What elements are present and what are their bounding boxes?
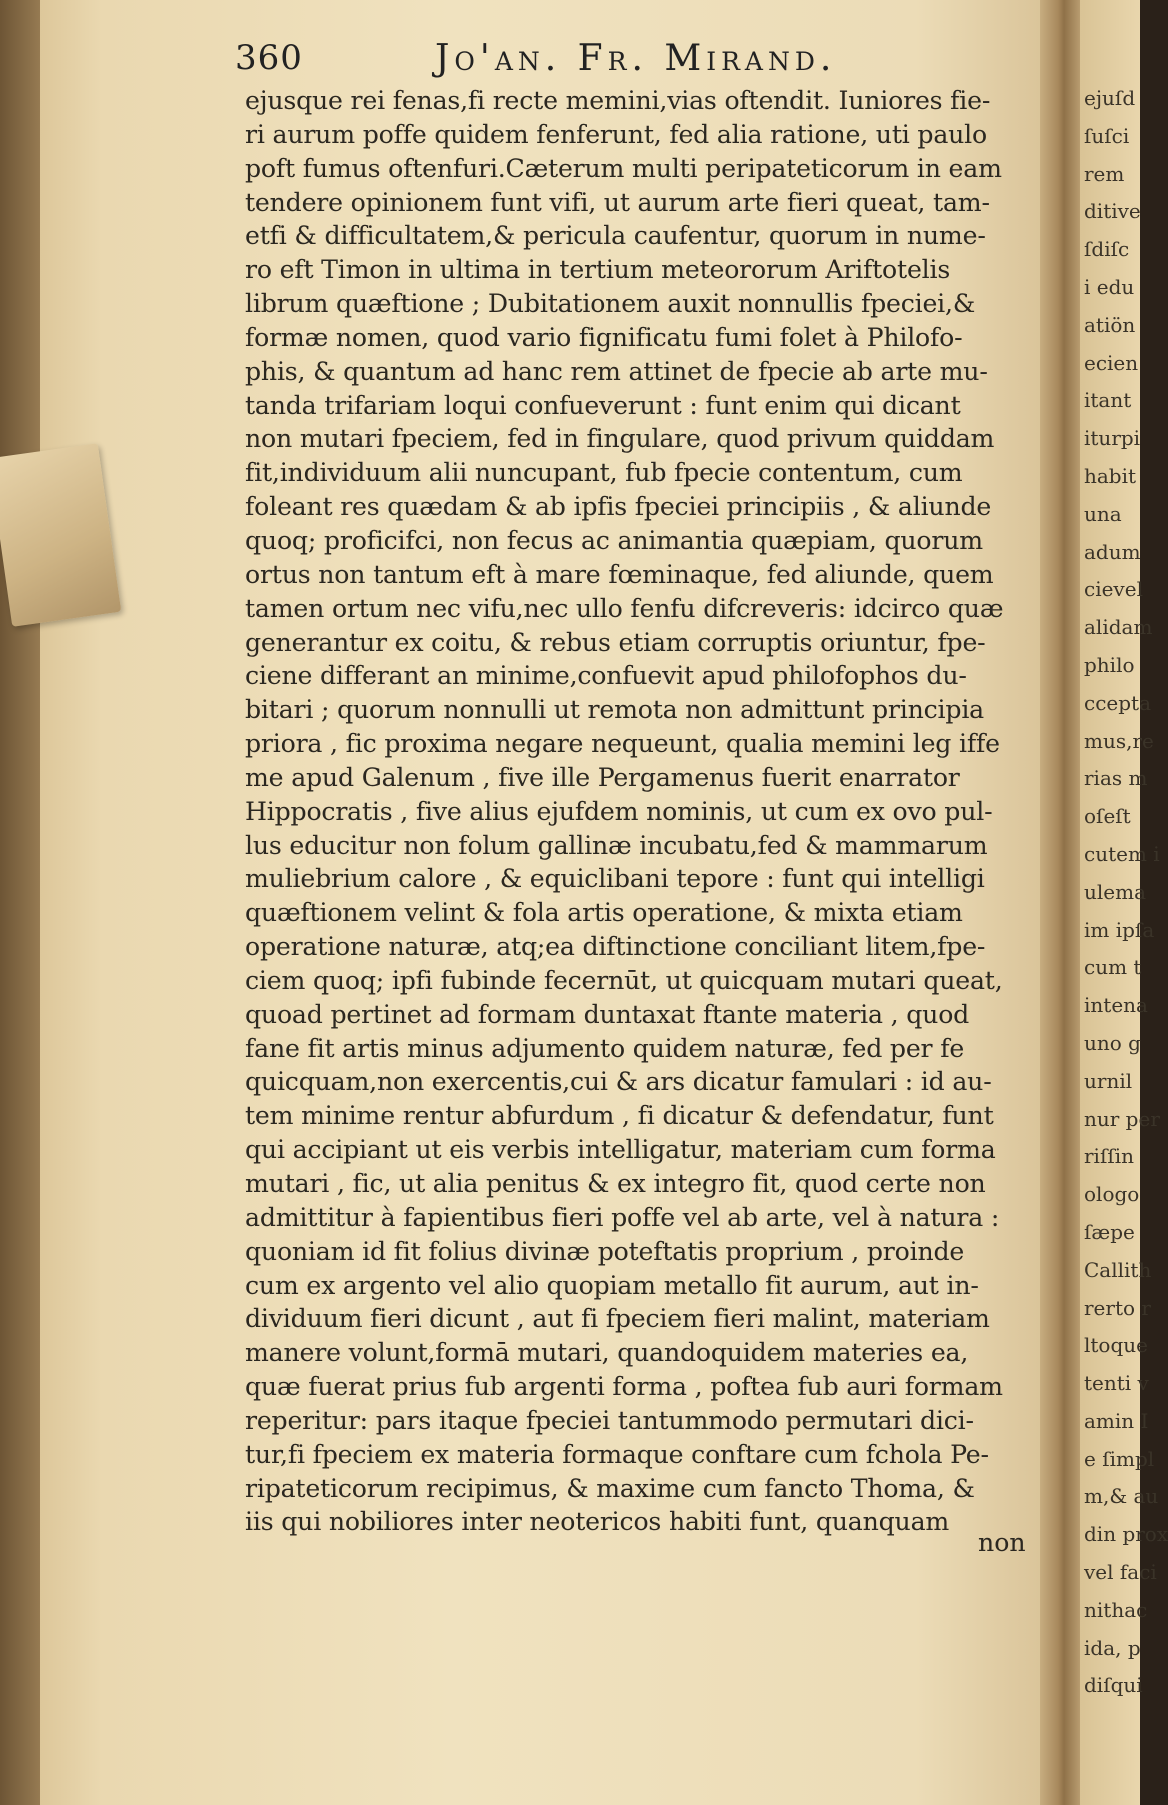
text-line: tem minime rentur abfurdum , fi dicatur & defendatur, funt (245, 1101, 994, 1131)
facing-line: adum (1084, 539, 1141, 564)
facing-line: ſuſci (1084, 123, 1130, 148)
facing-line: urnil (1084, 1068, 1133, 1093)
facing-line: alidam (1084, 615, 1153, 640)
text-line: tendere opinionem funt vifi, ut aurum arte fieri queat, tam- (245, 187, 990, 217)
facing-line: ditive (1084, 199, 1141, 224)
facing-line: cutem i (1084, 841, 1160, 866)
facing-line: nur per (1084, 1106, 1160, 1131)
text-line: fane fit artis minus adjumento quidem naturæ, fed per fe (245, 1033, 965, 1063)
text-line: non mutari fpeciem, fed in fingulare, quod privum quiddam (245, 424, 995, 454)
facing-line: im ipſa (1084, 917, 1155, 942)
text-line: lus educitur non folum gallinæ incubatu,fed & mammarum (245, 830, 988, 860)
text-line: muliebrium calore , & equiclibani tepore : funt qui intelligi (245, 864, 985, 894)
text-line: iis qui nobiliores inter neotericos habiti funt, quanquam (245, 1507, 950, 1537)
facing-line: vel faci (1084, 1560, 1157, 1585)
facing-line: atiön (1084, 312, 1136, 337)
text-line: quæftionem velint & fola artis operatione, & mixta etiam (245, 898, 963, 928)
text-line: librum quæftione ; Dubitationem auxit nonnullis fpeciei,& (245, 289, 976, 319)
facing-line: cievel (1084, 577, 1143, 602)
text-line: operatione naturæ, atq;ea diftinctione conciliant litem,fpe- (245, 932, 986, 962)
body-text (245, 84, 1035, 1539)
facing-line: ologo (1084, 1182, 1140, 1207)
facing-line: rias m (1084, 766, 1148, 791)
facing-line: iturpi (1084, 426, 1141, 451)
facing-line: una (1084, 501, 1122, 526)
text-line: tur,fi fpeciem ex materia formaque conftare cum fchola Pe- (245, 1439, 989, 1469)
text-line: tanda trifariam loqui confueverunt : funt enim qui dicant (245, 390, 961, 420)
text-line: ri aurum poffe quidem fenferunt, fed alia ratione, uti paulo (245, 119, 987, 149)
facing-line: amin I (1084, 1408, 1149, 1433)
facing-line: nithac (1084, 1597, 1148, 1622)
text-line: ciem quoq; ipfi fubinde fecernūt, ut quicquam mutari queat, (245, 965, 1003, 995)
facing-line: din prox (1084, 1522, 1168, 1547)
text-line: quicquam,non exercentis,cui & ars dicatur famulari : id au- (245, 1067, 992, 1097)
facing-line: itant (1084, 388, 1132, 413)
facing-line: ccepta (1084, 690, 1152, 715)
text-line: mutari , fic, ut alia penitus & ex integro fit, quod certe non (245, 1169, 986, 1198)
text-line: manere volunt,formā mutari, quandoquidem materies ea, (245, 1338, 969, 1368)
text-line: quoq; proficifci, non fecus ac animantia quæpiam, quorum (245, 525, 983, 555)
facing-page (1080, 0, 1168, 1805)
facing-line: ſæpe (1084, 1219, 1135, 1244)
facing-line: oſeſt (1084, 804, 1131, 829)
facing-line: i edu (1084, 274, 1135, 299)
facing-line: Callith (1084, 1257, 1152, 1282)
text-line: dividuum fieri dicunt , aut fi fpeciem fieri malint, materiam (245, 1304, 990, 1334)
facing-line: ulema (1084, 879, 1147, 904)
text-line: bitari ; quorum nonnulli ut remota non admittunt principia (245, 695, 984, 725)
text-line: etfi & difficultatem,& pericula caufentur, quorum in nume- (245, 221, 986, 251)
page-number: 360 (235, 38, 303, 78)
facing-line: ſdiſc (1084, 237, 1130, 262)
facing-line: riſſin (1084, 1144, 1135, 1169)
facing-line: mus,re (1084, 728, 1154, 753)
facing-line: tenti v (1084, 1371, 1149, 1396)
text-line: Hippocratis , five alius ejufdem nominis, ut cum ex ovo pul- (245, 796, 993, 826)
facing-page-text (1080, 80, 1168, 1705)
facing-line: intena (1084, 993, 1148, 1018)
text-line: quoad pertinet ad formam duntaxat ftante materia , quod (245, 999, 970, 1029)
facing-line: ecien (1084, 350, 1139, 375)
page-header (235, 38, 1035, 84)
text-line: phis, & quantum ad hanc rem attinet de fpecie ab arte mu- (245, 356, 988, 386)
facing-line: m,& au (1084, 1484, 1159, 1509)
facing-line: ltoque (1084, 1333, 1148, 1358)
text-line: me apud Galenum , five ille Pergamenus fuerit enarrator (245, 762, 960, 792)
catchword: non (978, 1528, 1026, 1557)
facing-line: uno g (1084, 1030, 1141, 1055)
facing-line: philo (1084, 652, 1135, 677)
text-line: generantur ex coitu, & rebus etiam corruptis oriuntur, fpe- (245, 627, 986, 657)
text-line: ejusque rei fenas,fi recte memini,vias oftendit. Iuniores fie- (245, 86, 991, 115)
text-line: poft fumus oftenfuri.Cæterum multi peripateticorum in eam (245, 153, 1002, 183)
book-gutter (1040, 0, 1080, 1805)
facing-line: diſqui (1084, 1673, 1143, 1698)
text-line: quæ fuerat prius fub argenti forma , poftea fub auri formam (245, 1372, 1003, 1402)
facing-line: rerto r (1084, 1295, 1151, 1320)
text-line: admittitur à fapientibus fieri poffe vel ab arte, vel à natura : (245, 1202, 1000, 1232)
text-line: ro eft Timon in ultima in tertium meteororum Ariftotelis (245, 255, 951, 285)
text-line: ortus non tantum eft à mare fœminaque, fed aliunde, quem (245, 559, 994, 589)
facing-line: ida, p (1084, 1635, 1141, 1660)
text-line: ciene differant an minime,confuevit apud philofophos du- (245, 661, 967, 691)
facing-line: ejuſd (1084, 86, 1136, 110)
facing-line: habit (1084, 463, 1137, 488)
text-line: reperitur: pars itaque fpeciei tantummodo permutari dici- (245, 1405, 974, 1435)
text-line: tamen ortum nec vifu,nec ullo fenfu difcreveris: idcirco quæ (245, 593, 1004, 623)
text-line: fit,individuum alii nuncupant, fub fpecie contentum, cum (245, 458, 963, 488)
text-line: cum ex argento vel alio quopiam metallo fit aurum, aut in- (245, 1270, 979, 1300)
facing-line: rem (1084, 161, 1125, 186)
text-line: ripateticorum recipimus, & maxime cum fancto Thoma, & (245, 1473, 975, 1503)
facing-line: e ſimpl (1084, 1446, 1155, 1471)
text-line: formæ nomen, quod vario fignificatu fumi folet à Philofo- (245, 322, 963, 352)
running-head: Jo'an. Fr. Mirand. (435, 38, 837, 79)
text-line: quoniam id fit folius divinæ poteftatis proprium , proinde (245, 1236, 965, 1266)
text-line: priora , fic proxima negare nequeunt, qualia memini leg iffe (245, 729, 1000, 759)
facing-line: cum t (1084, 955, 1142, 980)
text-line: qui accipiant ut eis verbis intelligatur, materiam cum forma (245, 1135, 996, 1165)
text-line: foleant res quædam & ab ipfis fpeciei principiis , & aliunde (245, 492, 992, 522)
